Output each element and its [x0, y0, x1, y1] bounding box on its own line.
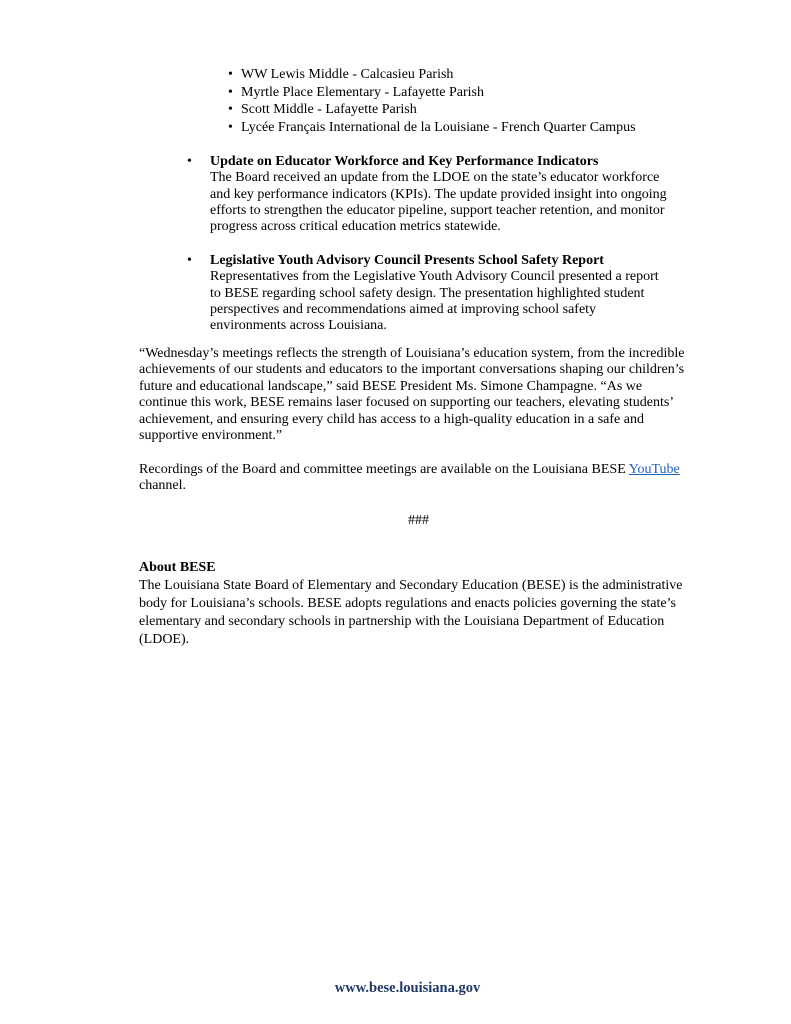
- about-heading: About BESE: [139, 560, 216, 575]
- quote-line: future and educational landscape,” said BESE President Ms. Simone Champagne. “As we: [139, 378, 643, 394]
- bullet-icon: •: [187, 253, 192, 268]
- quote-line: achievements of our students and educators to the important conversations shaping our children’s: [139, 362, 685, 378]
- recordings-text: Recordings of the Board and committee meetings are available on the Louisiana BESE: [139, 462, 629, 477]
- about-line: (LDOE).: [139, 632, 190, 647]
- quote-line: achievement, and ensuring every child has access to a high-quality education in a safe and: [139, 411, 644, 427]
- update-heading: Update on Educator Workforce and Key Performance Indicators: [210, 154, 599, 169]
- about-line: elementary and secondary schools in partnership with the Louisiana Department of Education: [139, 614, 665, 629]
- update-text-line: perspectives and recommendations aimed at improving school safety: [210, 301, 597, 317]
- update-text-line: progress across critical education metrics statewide.: [210, 219, 501, 235]
- update-educator-workforce: [187, 154, 687, 235]
- youtube-link[interactable]: YouTube: [628, 462, 680, 477]
- about-line: The Louisiana State Board of Elementary and Secondary Education (BESE) is the administrative: [139, 578, 683, 593]
- school-list-item: • Myrtle Place Elementary - Lafayette Parish: [229, 84, 636, 102]
- school-list-item: • WW Lewis Middle - Calcasieu Parish: [229, 66, 636, 84]
- about-section: [139, 559, 704, 649]
- update-text-line: efforts to strengthen the educator pipeline, support teacher retention, and monitor: [210, 202, 665, 218]
- update-heading: Legislative Youth Advisory Council Presents School Safety Report: [210, 253, 604, 268]
- update-text-line: to BESE regarding school safety design. The presentation highlighted student: [210, 285, 645, 301]
- recordings-paragraph: [139, 462, 704, 495]
- update-text-line: environments across Louisiana.: [210, 318, 387, 334]
- bullet-icon: •: [187, 154, 192, 169]
- quote-line: continue this work, BESE remains laser focused on supporting our teachers, elevating students’: [139, 395, 674, 411]
- school-list-item: • Scott Middle - Lafayette Parish: [229, 101, 636, 119]
- about-line: body for Louisiana’s schools. BESE adopts regulations and enacts policies governing the state’s: [139, 596, 676, 611]
- president-quote: [139, 346, 704, 444]
- update-text-line: Representatives from the Legislative Youth Advisory Council presented a report: [210, 269, 659, 285]
- update-text-line: The Board received an update from the LDOE on the state’s educator workforce: [210, 170, 660, 186]
- quote-line: supportive environment.”: [139, 428, 283, 444]
- update-school-safety-report: [187, 253, 687, 334]
- quote-line: “Wednesday’s meetings reflects the strength of Louisiana’s education system, from the incredible: [139, 346, 685, 361]
- school-list-item: • Lycée Français International de la Louisiane - French Quarter Campus: [229, 119, 636, 137]
- footer-website-url[interactable]: www.bese.louisiana.gov: [334, 980, 481, 996]
- school-list: [229, 66, 636, 136]
- section-separator: ###: [408, 513, 429, 528]
- recordings-text-end: channel.: [139, 478, 187, 494]
- update-text-line: and key performance indicators (KPIs). The update provided insight into ongoing: [210, 186, 667, 202]
